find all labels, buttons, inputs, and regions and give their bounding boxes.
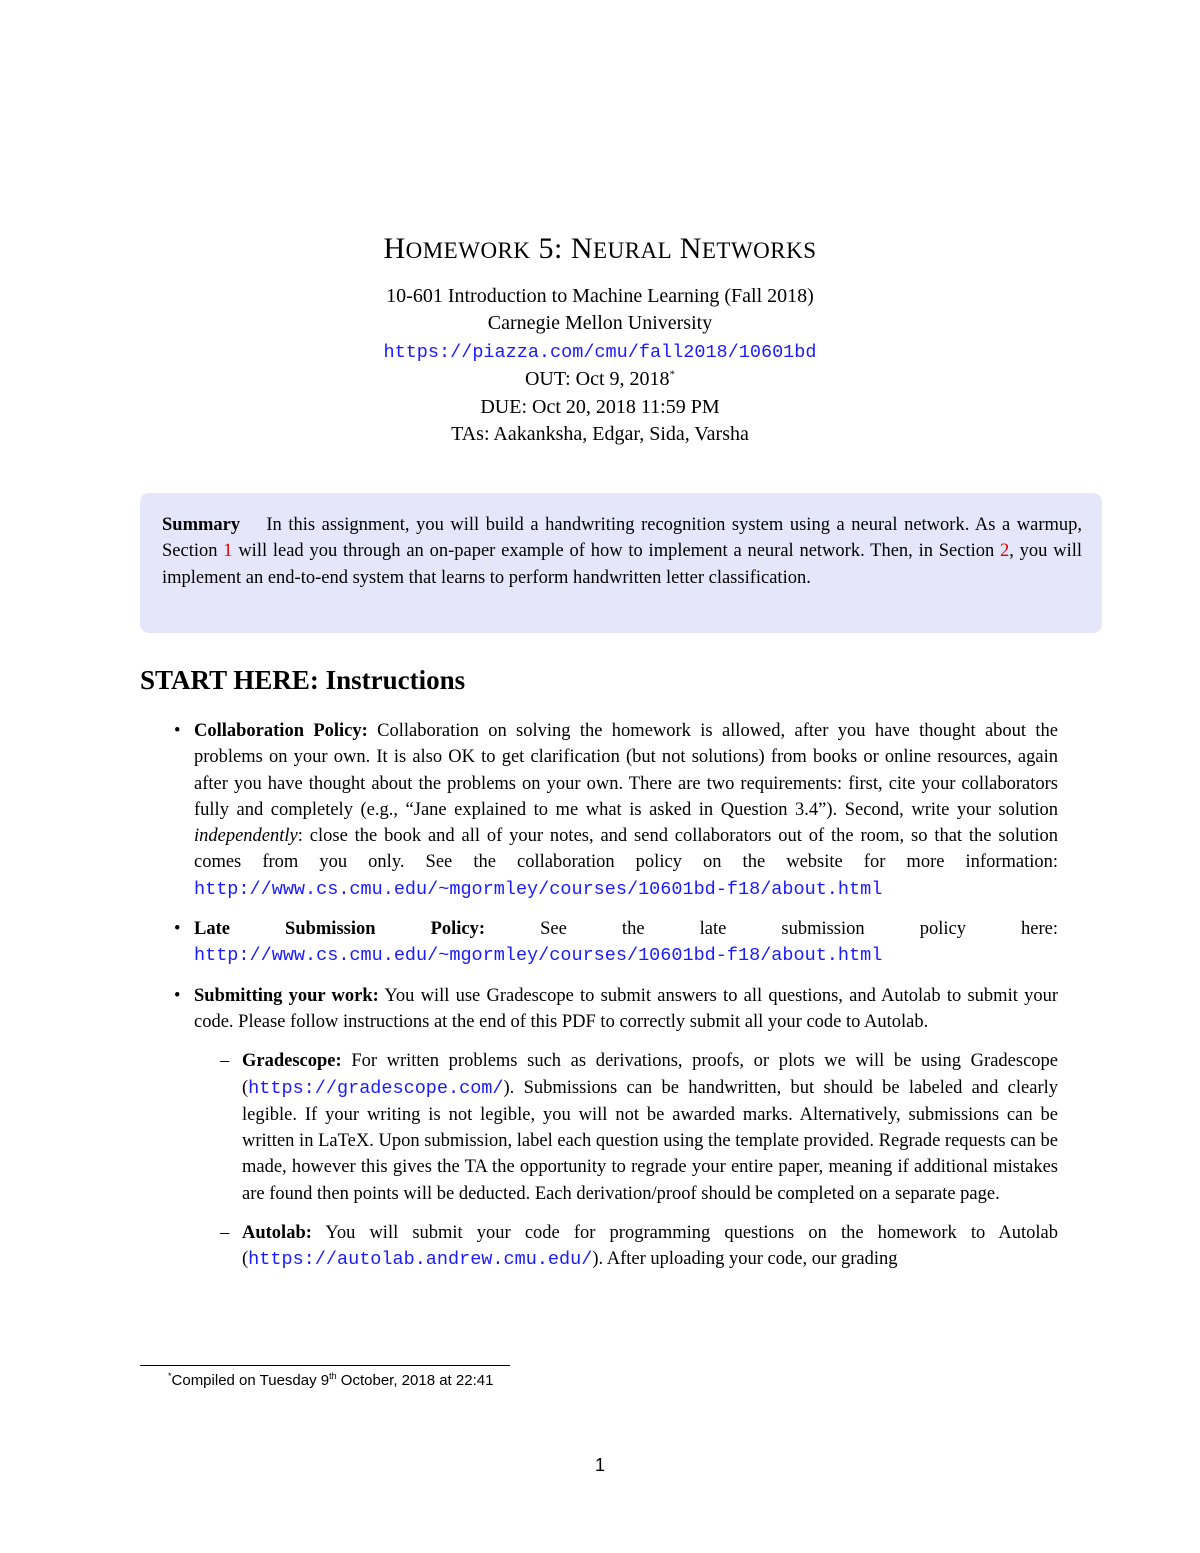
autolab-text: You will submit your code for programming questions on the homework to Autolab ( — [242, 1223, 1058, 1270]
footnote-mark: * — [168, 1371, 172, 1381]
summary-text-part: , you will implement an end-to-end system that learns to perform handwritten letter classification. — [162, 541, 1082, 588]
gradescope-link[interactable]: https://gradescope.com/ — [248, 1077, 504, 1099]
footnote-text: Compiled on Tuesday 9 — [171, 1372, 330, 1389]
footnote — [168, 1372, 493, 1389]
title-initial-networks: N — [679, 232, 702, 265]
page-number: 1 — [594, 1455, 605, 1475]
section-heading-instructions: START HERE: Instructions — [140, 665, 466, 695]
dash-icon: – — [220, 1051, 230, 1072]
late-label: Late Submission Policy: — [194, 919, 486, 940]
out-date-text: OUT: Oct 9, 2018 — [524, 368, 670, 391]
collab-text: Collaboration on solving the homework is allowed, after you have thought about the problems on your own. It is also OK to get clarification (but not solutions) from books or online resources, again after you have thought about the problems on your own. There are two requirements: first, cite your collaborators fully and completely (e.g., “Jane explained to me what is asked in Question 3.4”). Second, write your solution — [194, 721, 1058, 820]
summary-text-part: will lead you through an on-paper example of how to implement a neural network. Then, in Section — [232, 541, 1001, 562]
footnote-text: October, 2018 at 22:41 — [336, 1372, 494, 1389]
sub-item-gradescope — [220, 1048, 1058, 1207]
dash-icon: – — [220, 1223, 230, 1244]
summary-text — [162, 512, 1082, 591]
autolab-label: Autolab: — [242, 1223, 312, 1244]
section-1-ref-link[interactable]: 1 — [223, 541, 233, 562]
submit-label: Submitting your work: — [194, 985, 379, 1006]
list-item-submitting — [174, 983, 1058, 1274]
late-text: See the late submission policy here: — [540, 919, 1058, 940]
collab-text: : close the book and all of your notes, and send collaborators out of the room, so that the solution comes from you only. See the collaboration policy on the website for more information: — [194, 826, 1058, 873]
title-initial: H — [383, 232, 406, 265]
due-date: DUE: Oct 20, 2018 11:59 PM — [480, 395, 720, 418]
out-date — [0, 366, 1200, 393]
instructions-list — [174, 718, 1058, 1287]
university-name: Carnegie Mellon University — [487, 312, 713, 335]
title-number: 5: — [530, 232, 571, 265]
list-item-late-submission — [174, 916, 1058, 970]
submit-text: You will use Gradescope to submit answers to all questions, and Autolab to submit your code. Please follow instructions at the end of this PDF to correctly submit all your code to Autolab. — [194, 985, 1058, 1032]
autolab-text: ). After uploading your code, our grading — [592, 1249, 898, 1270]
footnote-rule — [140, 1365, 510, 1366]
sub-item-autolab — [220, 1220, 1058, 1274]
late-policy-link[interactable]: http://www.cs.cmu.edu/~mgormley/courses/10601bd-f18/about.html — [194, 945, 883, 967]
footnote-marker[interactable]: * — [669, 368, 676, 381]
piazza-link[interactable]: https://piazza.com/cmu/fall2018/10601bd — [383, 341, 817, 363]
collab-label: Collaboration Policy: — [194, 721, 368, 741]
gradescope-text: ). Submissions can be handwritten, but should be labeled and clearly legible. If your writing is not legible, you will not be awarded marks. Alternatively, submissions can be written in LaTeX. Upon submission, label each question using the template provided. Regrade requests can be made, however this gives the TA the opportunity to regrade your entire paper, meaning if additional mistakes are found then points will be deducted. Each derivation/proof should be completed on a separate page. — [242, 1077, 1058, 1204]
footnote-ordinal: th — [329, 1371, 337, 1381]
course-name: 10-601 Introduction to Machine Learning (Fall 2018) — [386, 285, 814, 307]
title-initial-neural: N — [570, 232, 594, 265]
autolab-link[interactable]: https://autolab.andrew.cmu.edu/ — [248, 1249, 593, 1271]
tas-list: TAs: Aakanksha, Edgar, Sida, Varsha — [451, 423, 749, 446]
summary-label: Summary — [162, 515, 241, 535]
gradescope-text: For written problems such as derivations, proofs, or plots we will be using Gradescope ( — [242, 1051, 1058, 1098]
bullet-icon: • — [174, 721, 181, 741]
bullet-icon: • — [174, 919, 181, 940]
collab-policy-link[interactable]: http://www.cs.cmu.edu/~mgormley/courses/10601bd-f18/about.html — [194, 878, 883, 900]
section-2-ref-link[interactable]: 2 — [1000, 541, 1010, 562]
document-title — [0, 232, 1200, 266]
list-item-collaboration — [174, 718, 1058, 903]
title-info-block — [0, 283, 1200, 448]
bullet-icon: • — [174, 985, 181, 1006]
title-word-homework: OMEWORK — [405, 238, 531, 263]
summary-text-part: In this assignment, you will build a handwriting recognition system using a neural network. As a warmup, Section — [162, 515, 1083, 562]
title-word-neural: EURAL — [593, 238, 673, 263]
title-word-networks: ETWORKS — [701, 238, 817, 263]
collab-emphasis: independently — [194, 826, 298, 847]
gradescope-label: Gradescope: — [242, 1051, 342, 1072]
